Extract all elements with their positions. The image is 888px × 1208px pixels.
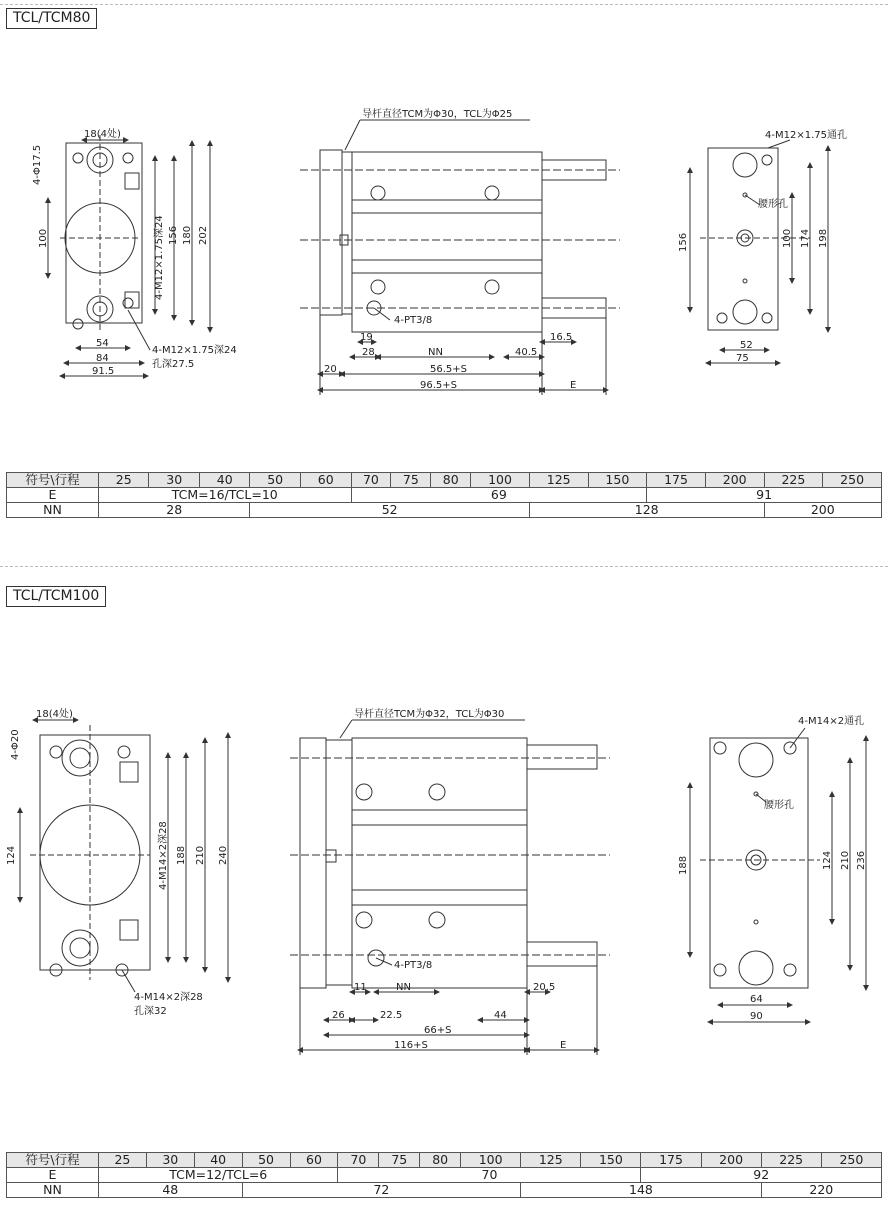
stroke-cell: 200: [705, 473, 764, 488]
value-cell: 72: [242, 1183, 521, 1198]
dim-label: 22.5: [380, 1010, 403, 1021]
stroke-cell: 150: [581, 1153, 641, 1168]
value-cell: 69: [351, 488, 647, 503]
dim-label: 188: [176, 845, 187, 865]
dim-label: 156: [678, 232, 689, 252]
drawing-tcl-tcm80: [0, 0, 888, 420]
front-view-80: [48, 135, 210, 376]
section-title-tcl-tcm80: TCL/TCM80: [6, 8, 97, 29]
value-cell: 220: [761, 1183, 881, 1198]
dim-label: 20.5: [533, 982, 556, 993]
stroke-cell: 80: [431, 473, 471, 488]
dim-label: E: [570, 380, 577, 391]
dim-label: 54: [96, 338, 109, 349]
dim-label: 19: [360, 332, 373, 343]
header-label: 符号\行程: [7, 473, 99, 488]
value-cell: 52: [250, 503, 529, 518]
stroke-cell: 60: [290, 1153, 338, 1168]
dim-label: 180: [182, 225, 193, 245]
section-title-tcl-tcm100: TCL/TCM100: [6, 586, 106, 607]
side-view-80: [300, 120, 620, 395]
row-label: E: [7, 1168, 99, 1183]
guide-note: 导杆直径TCM为Φ32，TCL为Φ30: [354, 709, 505, 720]
value-cell: 148: [521, 1183, 761, 1198]
dim-label: 28: [362, 347, 375, 358]
table-row-nn: [7, 503, 882, 518]
note-label: 孔深27.5: [152, 359, 195, 370]
dim-label: 20: [324, 364, 337, 375]
stroke-cell: 75: [379, 1153, 420, 1168]
stroke-cell: 30: [149, 473, 199, 488]
note-label: 孔深32: [134, 1006, 167, 1017]
value-cell: TCM=12/TCL=6: [99, 1168, 338, 1183]
value-cell: 70: [338, 1168, 641, 1183]
stroke-cell: 60: [300, 473, 351, 488]
stroke-cell: 25: [99, 473, 149, 488]
stroke-cell: 225: [764, 473, 823, 488]
table-row-e: [7, 1168, 882, 1183]
dim-label: 75: [736, 353, 749, 364]
slot-note: 腰形孔: [764, 800, 794, 811]
dim-label: 18(4处): [36, 709, 73, 720]
stroke-cell: 250: [821, 1153, 881, 1168]
table-row-nn: [7, 1183, 882, 1198]
stroke-cell: 70: [351, 473, 391, 488]
dim-label: 4-Φ17.5: [32, 144, 43, 185]
stroke-cell: 200: [701, 1153, 761, 1168]
dim-label: 240: [218, 845, 229, 865]
stroke-cell: 75: [391, 473, 431, 488]
stroke-cell: 250: [823, 473, 882, 488]
dim-label: 4-M14×2深28: [158, 821, 169, 890]
stroke-cell: 150: [588, 473, 647, 488]
rear-view-80: [690, 140, 828, 363]
rear-view-100: [690, 728, 866, 1022]
dim-label: E: [560, 1040, 567, 1051]
spec-table-tcl-tcm100: [6, 1152, 882, 1198]
value-cell: 200: [764, 503, 881, 518]
dim-label: 174: [800, 228, 811, 248]
stroke-cell: 225: [761, 1153, 821, 1168]
note-label: 4-M14×2深28: [134, 992, 203, 1003]
table-header-row: [7, 473, 882, 488]
thread-note: 4-M12×1.75通孔: [765, 130, 847, 141]
value-cell: 128: [529, 503, 764, 518]
section-divider: [0, 566, 888, 567]
dim-label: NN: [396, 982, 411, 993]
thread-note: 4-M14×2通孔: [798, 716, 865, 727]
value-cell: TCM=16/TCL=10: [99, 488, 352, 503]
guide-note: 导杆直径TCM为Φ30，TCL为Φ25: [362, 109, 513, 120]
dim-label: 100: [38, 228, 49, 248]
stroke-cell: 70: [338, 1153, 379, 1168]
dim-label: 56.5+S: [430, 364, 467, 375]
stroke-cell: 100: [471, 473, 530, 488]
dim-label: 156: [168, 225, 179, 245]
dim-label: 84: [96, 353, 109, 364]
value-cell: 92: [641, 1168, 882, 1183]
header-label: 符号\行程: [7, 1153, 99, 1168]
dim-label: 210: [195, 845, 206, 865]
dim-label: 91.5: [92, 366, 115, 377]
table-row-e: [7, 488, 882, 503]
stroke-cell: 30: [146, 1153, 194, 1168]
dim-label: 44: [494, 1010, 507, 1021]
side-view-100: [290, 720, 610, 1055]
dim-label: 11: [354, 982, 367, 993]
dim-label: 202: [198, 225, 209, 245]
dim-label: 18(4处): [84, 129, 121, 140]
stroke-cell: 40: [194, 1153, 242, 1168]
dim-label: 64: [750, 994, 763, 1005]
spec-table-tcl-tcm80: [6, 472, 882, 518]
value-cell: 91: [647, 488, 882, 503]
note-label: 4-M12×1.75深24: [152, 345, 237, 356]
dim-label: 116+S: [394, 1040, 428, 1051]
dim-label: 66+S: [424, 1025, 452, 1036]
table-header-row: [7, 1153, 882, 1168]
stroke-cell: 175: [641, 1153, 701, 1168]
dim-label: NN: [428, 347, 443, 358]
dim-label: 124: [822, 850, 833, 870]
row-label: E: [7, 488, 99, 503]
value-cell: 48: [99, 1183, 243, 1198]
port-note: 4-PT3/8: [394, 315, 433, 326]
stroke-cell: 80: [420, 1153, 461, 1168]
dim-label: 90: [750, 1011, 763, 1022]
stroke-cell: 175: [647, 473, 706, 488]
slot-note: 腰形孔: [758, 199, 788, 210]
stroke-cell: 100: [461, 1153, 521, 1168]
dim-label: 16.5: [550, 332, 573, 343]
dim-label: 26: [332, 1010, 345, 1021]
dim-label: 236: [856, 850, 867, 870]
dim-label: 4-Φ20: [10, 729, 21, 760]
stroke-cell: 25: [99, 1153, 147, 1168]
stroke-cell: 125: [529, 473, 588, 488]
stroke-cell: 125: [521, 1153, 581, 1168]
dim-label: 96.5+S: [420, 380, 457, 391]
value-cell: 28: [99, 503, 250, 518]
dim-label: 4-M12×1.75深24: [154, 215, 165, 300]
dim-label: 52: [740, 340, 753, 351]
dim-label: 124: [6, 845, 17, 865]
drawing-tcl-tcm100: [0, 680, 888, 1060]
row-label: NN: [7, 503, 99, 518]
stroke-cell: 40: [199, 473, 249, 488]
dim-label: 188: [678, 855, 689, 875]
row-label: NN: [7, 1183, 99, 1198]
dim-label: 100: [782, 228, 793, 248]
stroke-cell: 50: [250, 473, 300, 488]
dim-label: 210: [840, 850, 851, 870]
port-note: 4-PT3/8: [394, 960, 433, 971]
stroke-cell: 50: [242, 1153, 290, 1168]
dim-label: 40.5: [515, 347, 538, 358]
dim-label: 198: [818, 228, 829, 248]
